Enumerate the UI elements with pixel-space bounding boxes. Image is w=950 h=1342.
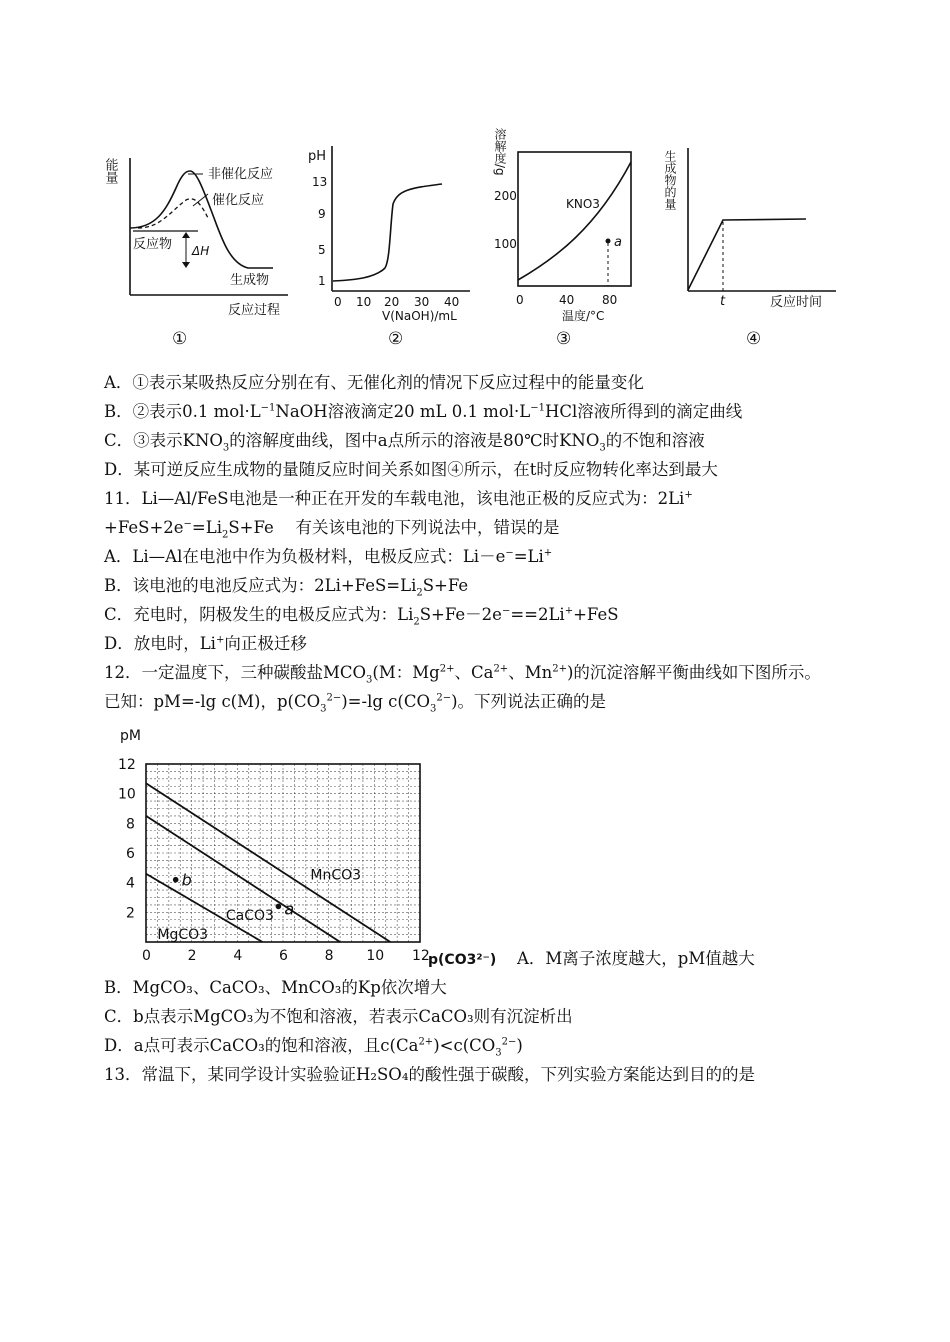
q12-option-c: C．b点表示MgCO₃为不饱和溶液，若表示CaCO₃则有沉淀析出 — [104, 1007, 573, 1026]
figure-1-energy-diagram — [102, 138, 298, 353]
fig2-number: ② — [388, 329, 404, 349]
fig2-xtick: 30 — [414, 295, 430, 309]
figure-3-solubility-curve — [493, 118, 646, 353]
q10-option-d: D．某可逆反应生成物的量随反应时间关系如图④所示，在t时反应物转化率达到最大 — [104, 460, 718, 479]
fig3-ylabel: 溶解度/g — [493, 128, 507, 176]
figure-4-product-time — [663, 138, 846, 353]
series-label-mnco3: MnCO3 — [310, 867, 362, 884]
y-tick-label: 6 — [126, 846, 135, 862]
q11-option-a: A．Li—Al在电池中作为负极材料，电极反应式：Li－e−=Li+ — [104, 547, 553, 566]
chart-xlabel: p(CO3²⁻) — [428, 952, 497, 968]
fig4-t-label: t — [720, 294, 726, 309]
point-a — [276, 904, 282, 910]
fig2-xtick: 10 — [356, 295, 372, 309]
fig4-number: ④ — [746, 329, 762, 349]
q10-option-a: A．①表示某吸热反应分别在有、无催化剂的情况下反应过程中的能量变化 — [104, 373, 644, 392]
q11-option-d: D．放电时，Li+向正极迁移 — [104, 634, 307, 653]
fig1-dh-label: ΔH — [192, 244, 210, 258]
fig2-ytick: 9 — [318, 207, 326, 221]
fig3-curve-label: KNO3 — [566, 197, 600, 211]
fig2-xtick: 40 — [444, 295, 460, 309]
y-tick-label: 12 — [118, 757, 136, 773]
series-label-mgco3: MgCO3 — [157, 927, 209, 944]
series-label-caco3: CaCO3 — [225, 907, 274, 924]
q11-option-c: C．充电时，阴极发生的电极反应式为：$Li_2S+Fe-2e^-==2Li^++FeS$ — [104, 605, 619, 628]
q12-option-d: D．a点可表示CaCO₃的饱和溶液，且$c(Ca^{2+})<c(CO_3^{2-})$ — [104, 1036, 523, 1059]
q12-option-b: B．MgCO₃、CaCO₃、MnCO₃的Kp依次增大 — [104, 978, 447, 997]
x-tick-label: 12 — [412, 948, 430, 964]
chart-ylabel: pM — [120, 728, 141, 744]
x-tick-label: 4 — [233, 948, 243, 964]
figure-2-titration-curve — [300, 138, 480, 353]
q12-stem-2: 已知：pM=-lg c(M)，$p(CO_3^{2-})=-\lg$ $c(CO_3^{2-})$。下列说法正确的是 — [104, 692, 607, 715]
fig3-number: ③ — [556, 329, 572, 349]
y-tick-label: 2 — [126, 905, 135, 922]
pm-vs-pco3-chart — [110, 722, 515, 974]
x-tick-label: 2 — [187, 948, 197, 964]
fig3-xtick: 0 — [516, 293, 524, 307]
fig2-xtick: 0 — [334, 295, 342, 309]
q12-stem-1: 12．一定温度下，三种碳酸盐$MCO_3(M$：$Mg^{2+}$、$Ca^{2+}$、$Mn^{2+}$)的沉淀溶解平衡曲线如下图所示。 — [104, 663, 821, 686]
fig2-xlabel: V(NaOH)/mL — [382, 309, 457, 323]
fig4-xlabel: 反应时间 — [770, 295, 823, 310]
fig2-xtick: 20 — [384, 295, 400, 309]
fig1-curve-cat-label: 催化反应 — [212, 193, 265, 208]
q12-option-a: A．M离子浓度越大，pM值越大 — [517, 949, 755, 968]
fig3-xtick: 80 — [602, 293, 618, 307]
fig1-xlabel: 反应过程 — [228, 303, 281, 318]
q10-option-c: C．③表示$KNO_3$的溶解度曲线，图中a点所示的溶液是80℃时$KNO_3$的不饱和溶液 — [104, 431, 705, 454]
fig3-point-label: a — [614, 235, 622, 250]
fig3-xtick: 40 — [559, 293, 575, 307]
fig2-ytick: 1 — [318, 274, 326, 288]
q11-stem-2: $+FeS+2e^-=Li_2S+Fe$ 有关该电池的下列说法中，错误的是 — [104, 518, 560, 541]
point-b — [173, 877, 179, 883]
fig1-number: ① — [172, 329, 188, 349]
y-tick-label: 10 — [118, 786, 136, 803]
x-tick-label: 10 — [366, 948, 385, 964]
y-tick-label: 8 — [126, 816, 135, 833]
y-tick-label: 4 — [126, 875, 135, 892]
point-label-b: b — [181, 870, 192, 890]
fig1-curve-uncat-label: 非催化反应 — [208, 167, 274, 182]
fig3-ytick: 100 — [494, 237, 517, 251]
fig3-ytick: 200 — [494, 189, 517, 203]
point-label-a: a — [284, 899, 295, 919]
fig1-reactant-label: 反应物 — [133, 237, 173, 252]
fig3-xlabel: 温度/°C — [562, 309, 605, 323]
q10-option-b: B．②表示0.1 $mol\cdot L^{-1}NaOH$溶液滴定20 mL 0.1 $mol\cdot L^{-1}HCl$溶液所得到的滴定曲线 — [104, 402, 743, 421]
x-tick-label: 6 — [279, 948, 288, 964]
fig1-ylabel: 能量 — [102, 158, 118, 184]
fig1-product-label: 生成物 — [230, 273, 270, 288]
fig2-ylabel: pH — [308, 149, 327, 164]
x-tick-label: 8 — [324, 948, 334, 964]
x-tick-label: 0 — [142, 948, 151, 964]
q13-stem: 13．常温下，某同学设计实验验证H₂SO₄的酸性强于碳酸，下列实验方案能达到目的的是 — [104, 1065, 755, 1084]
fig2-ytick: 13 — [312, 175, 328, 189]
fig4-ylabel: 生成物的量 — [663, 150, 677, 210]
q11-stem-1: 11．Li—Al/FeS电池是一种正在开发的车载电池，该电池正极的反应式为：2Li+ — [104, 489, 693, 508]
fig2-ytick: 5 — [318, 243, 326, 257]
q11-option-b: B．该电池的电池反应式为：$2Li+FeS=Li_2S+Fe$ — [104, 576, 469, 599]
